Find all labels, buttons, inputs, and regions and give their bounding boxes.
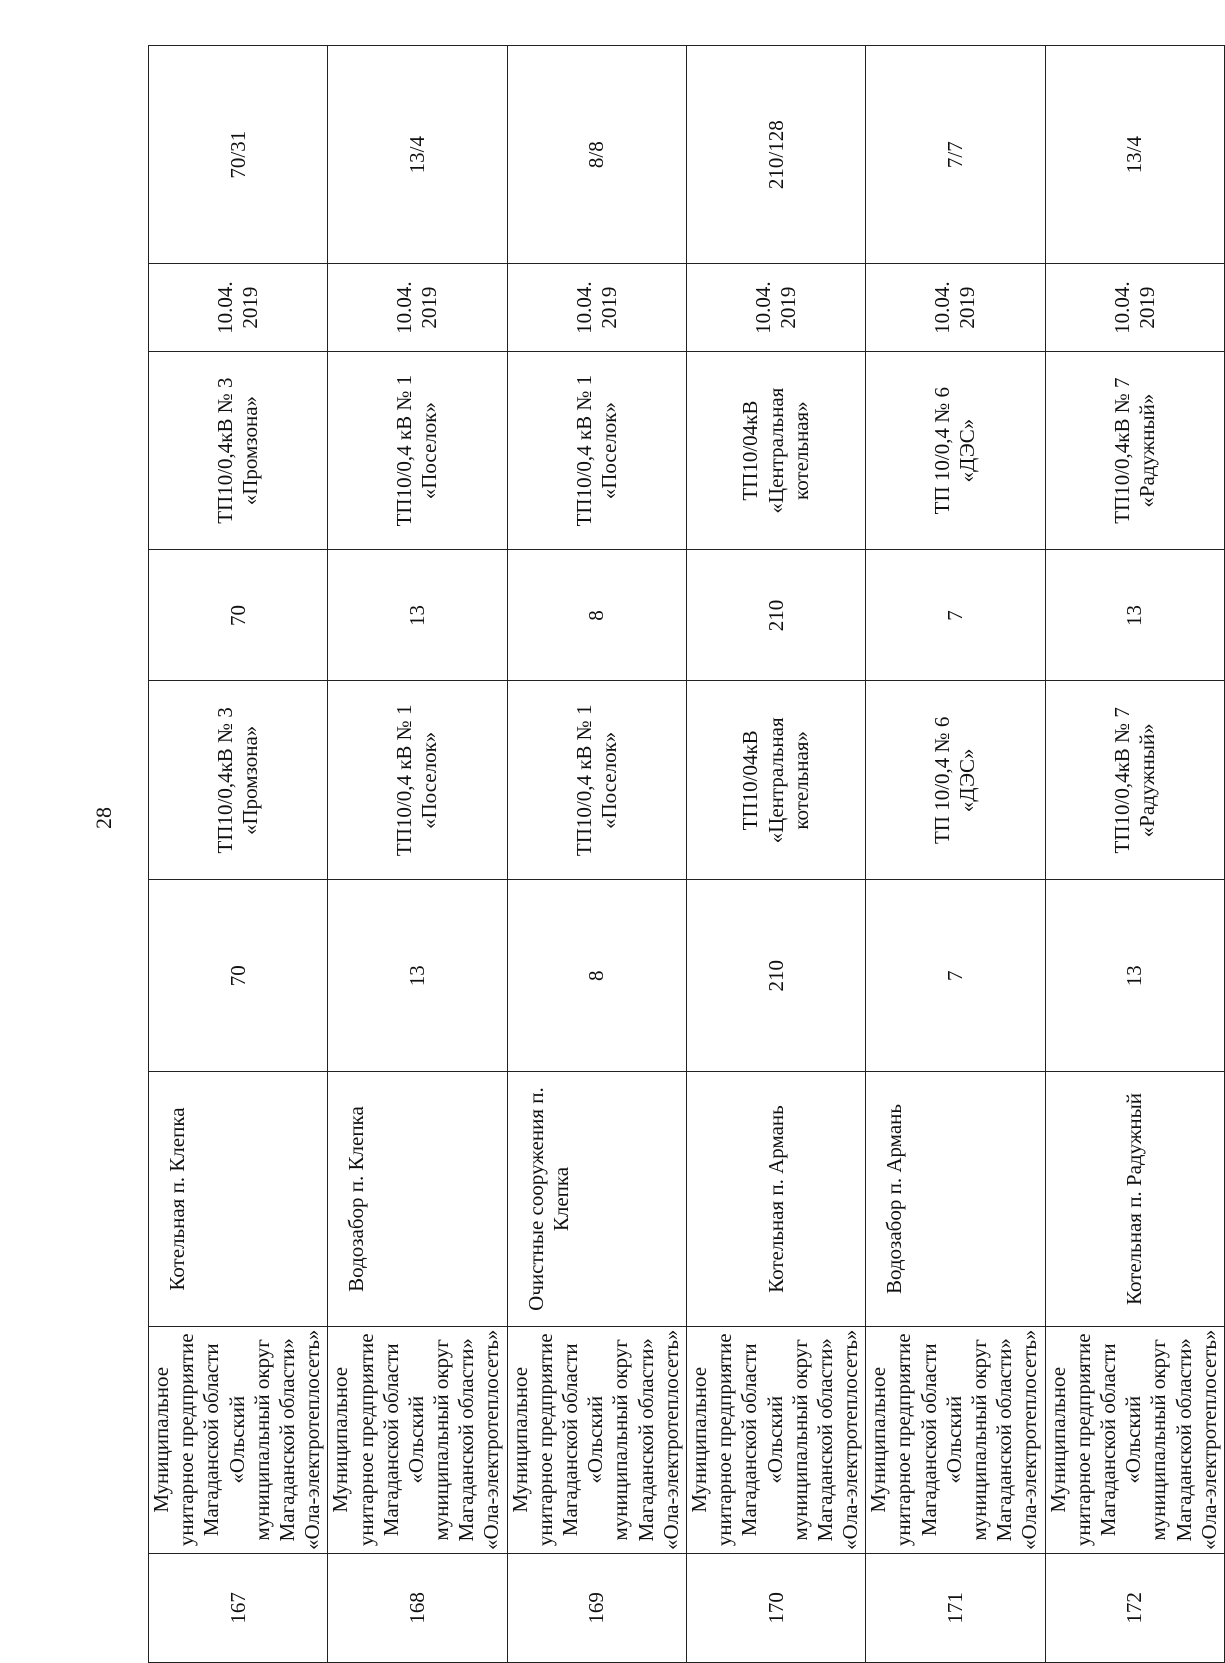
power-cell: 70 xyxy=(149,880,328,1072)
table-row xyxy=(686,46,865,1663)
organization-cell: Муниципальное унитарное предприятие Магаданской области «Ольский муниципальный округ Магаданской области» «Ола-электротеплосеть» xyxy=(507,1326,686,1553)
ratio-cell: 7/7 xyxy=(866,46,1045,264)
table-row xyxy=(1045,46,1224,1663)
organization-cell: Муниципальное унитарное предприятие Магаданской области «Ольский муниципальный округ Магаданской области» «Ола-электротеплосеть» xyxy=(686,1326,865,1553)
date-cell: 10.04. 2019 xyxy=(507,264,686,351)
ratio-cell: 13/4 xyxy=(328,46,507,264)
organization-cell: Муниципальное унитарное предприятие Магаданской области «Ольский муниципальный округ Магаданской области» «Ола-электротеплосеть» xyxy=(149,1326,328,1553)
connections-table xyxy=(148,45,1225,1663)
ratio-cell: 70/31 xyxy=(149,46,328,264)
page-number: 28 xyxy=(91,807,116,829)
row-number: 169 xyxy=(507,1553,686,1662)
connection-point-cell: ТП10/0,4кВ № 7 «Радужный» xyxy=(1045,351,1224,550)
table-row xyxy=(507,46,686,1663)
organization-cell: Муниципальное унитарное предприятие Магаданской области «Ольский муниципальный округ Магаданской области» «Ола-электротеплосеть» xyxy=(1045,1326,1224,1553)
object-cell: Котельная п. Армань xyxy=(686,1072,865,1326)
connection-point-cell: ТП10/0,4 кВ № 1 «Поселок» xyxy=(507,351,686,550)
table-row xyxy=(149,46,328,1663)
row-number: 172 xyxy=(1045,1553,1224,1662)
power-cell: 13 xyxy=(1045,550,1224,681)
row-number: 168 xyxy=(328,1553,507,1662)
organization-cell: Муниципальное унитарное предприятие Магаданской области «Ольский муниципальный округ Магаданской области» «Ола-электротеплосеть» xyxy=(328,1326,507,1553)
object-cell: Водозабор п. Армань xyxy=(866,1072,1045,1326)
power-cell: 7 xyxy=(866,550,1045,681)
ratio-cell: 8/8 xyxy=(507,46,686,264)
connection-point-cell: ТП 10/0,4 № 6 «ДЭС» xyxy=(866,351,1045,550)
power-cell: 8 xyxy=(507,880,686,1072)
row-number: 170 xyxy=(686,1553,865,1662)
power-cell: 13 xyxy=(328,880,507,1072)
row-number: 171 xyxy=(866,1553,1045,1662)
table-rotated-container xyxy=(148,45,1221,1663)
table-row xyxy=(328,46,507,1663)
object-cell: Котельная п. Радужный xyxy=(1045,1072,1224,1326)
date-cell: 10.04. 2019 xyxy=(866,264,1045,351)
organization-cell: Муниципальное унитарное предприятие Магаданской области «Ольский муниципальный округ Магаданской области» «Ола-электротеплосеть» xyxy=(866,1326,1045,1553)
ratio-cell: 210/128 xyxy=(686,46,865,264)
power-cell: 210 xyxy=(686,880,865,1072)
date-cell: 10.04. 2019 xyxy=(686,264,865,351)
table-row xyxy=(866,46,1045,1663)
connection-point-cell: ТП10/04кВ «Центральная котельная» xyxy=(686,351,865,550)
connection-point-cell: ТП10/0,4кВ № 7 «Радужный» xyxy=(1045,681,1224,880)
power-cell: 7 xyxy=(866,880,1045,1072)
connection-point-cell: ТП10/0,4кВ № 3 «Промзона» xyxy=(149,681,328,880)
power-cell: 70 xyxy=(149,550,328,681)
object-cell: Котельная п. Клепка xyxy=(149,1072,328,1326)
power-cell: 8 xyxy=(507,550,686,681)
date-cell: 10.04. 2019 xyxy=(328,264,507,351)
connection-point-cell: ТП10/0,4 кВ № 1 «Поселок» xyxy=(328,681,507,880)
connection-point-cell: ТП10/0,4 кВ № 1 «Поселок» xyxy=(328,351,507,550)
connection-point-cell: ТП 10/0,4 № 6 «ДЭС» xyxy=(866,681,1045,880)
connection-point-cell: ТП10/0,4кВ № 3 «Промзона» xyxy=(149,351,328,550)
power-cell: 13 xyxy=(1045,880,1224,1072)
object-cell: Водозабор п. Клепка xyxy=(328,1072,507,1326)
ratio-cell: 13/4 xyxy=(1045,46,1224,264)
date-cell: 10.04. 2019 xyxy=(149,264,328,351)
connection-point-cell: ТП10/04кВ «Центральная котельная» xyxy=(686,681,865,880)
object-cell: Очистные сооружения п. Клепка xyxy=(507,1072,686,1326)
power-cell: 210 xyxy=(686,550,865,681)
connection-point-cell: ТП10/0,4 кВ № 1 «Поселок» xyxy=(507,681,686,880)
row-number: 167 xyxy=(149,1553,328,1662)
power-cell: 13 xyxy=(328,550,507,681)
date-cell: 10.04. 2019 xyxy=(1045,264,1224,351)
